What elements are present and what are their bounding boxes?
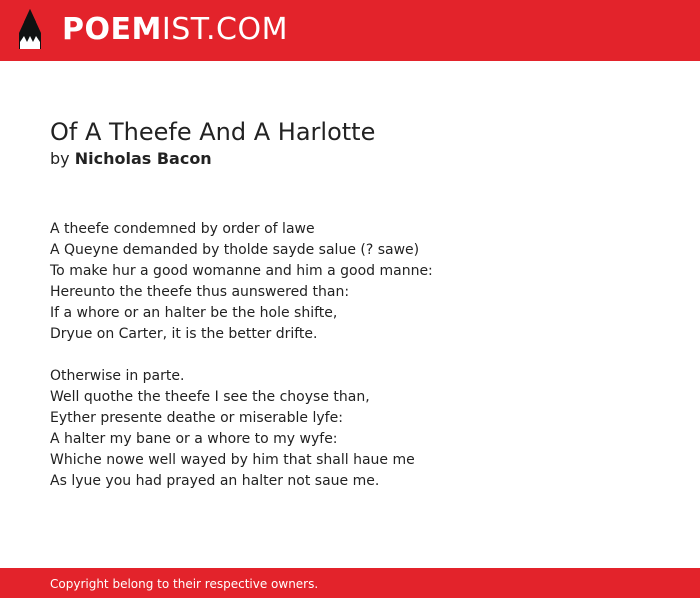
- site-header: [0, 0, 700, 61]
- poem-body: [50, 219, 670, 513]
- copyright-text: Copyright belong to their respective owners.: [50, 577, 319, 591]
- by-label: by: [50, 149, 70, 168]
- poem-line: A halter my bane or a whore to my wyfe:: [50, 431, 338, 447]
- poem-byline: [50, 149, 212, 169]
- poem-line: A Queyne demanded by tholde sayde salue (? sawe): [50, 242, 420, 258]
- poem-stanza: [50, 366, 670, 492]
- brand-bold-text: POEM: [62, 12, 162, 47]
- poem-title: Of A Theefe And A Harlotte: [50, 118, 376, 146]
- poem-line: Hereunto the theefe thus aunswered than:: [50, 284, 350, 300]
- site-brand-link[interactable]: [62, 12, 288, 48]
- poem-line: A theefe condemned by order of lawe: [50, 221, 315, 237]
- poem-line: Dryue on Carter, it is the better drifte.: [50, 326, 318, 342]
- brand-rest-text: IST.COM: [161, 12, 288, 47]
- poem-line: If a whore or an halter be the hole shifte,: [50, 305, 338, 321]
- poem-line: Well quothe the theefe I see the choyse than,: [50, 389, 370, 405]
- poem-line: To make hur a good womanne and him a good manne:: [50, 263, 433, 279]
- poem-line: Eyther presente deathe or miserable lyfe:: [50, 410, 343, 426]
- site-footer: [0, 568, 700, 598]
- poem-stanza: [50, 219, 670, 345]
- poem-line: Whiche nowe well wayed by him that shall haue me: [50, 452, 415, 468]
- poem-line: As lyue you had prayed an halter not saue me.: [50, 473, 380, 489]
- poem-line: Otherwise in parte.: [50, 368, 185, 384]
- pencil-logo-icon[interactable]: [18, 9, 42, 51]
- poem-author: Nicholas Bacon: [74, 149, 212, 168]
